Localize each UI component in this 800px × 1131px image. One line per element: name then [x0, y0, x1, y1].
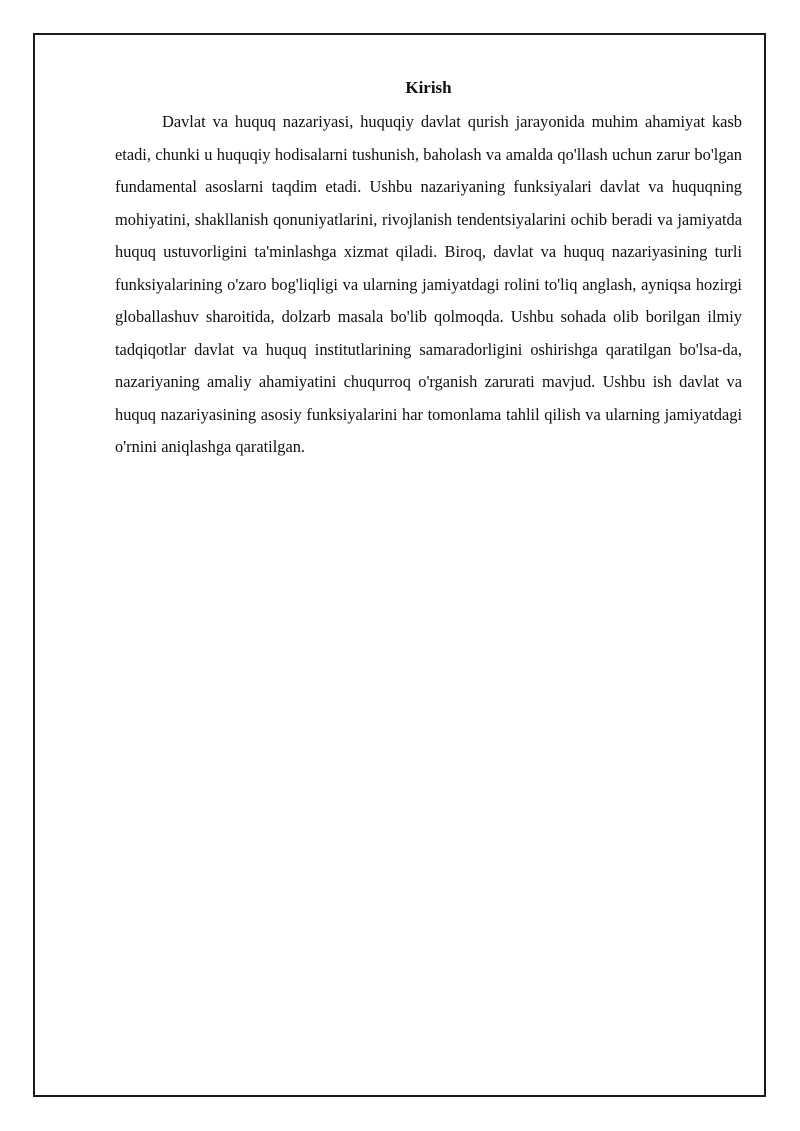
section-title: Kirish [405, 78, 452, 97]
intro-paragraph: Davlat va huquq nazariyasi, huquqiy davlat qurish jarayonida muhim ahamiyat kasb etadi, chunki u huquqiy hodisalarni tushunish, baholash va amalda qo'llash uchun zarur bo'lgan fundamental asoslarni taqdim etadi. Ushbu nazariyaning funksiyalari davlat va huquqning mohiyatini, shakllanish qonuniyatlarini, rivojlanish tendentsiyalarini ochib beradi va jamiyatda huquq ustuvorligini ta'minlashga xizmat qiladi. Biroq, davlat va huquq nazariyasining turli funksiyalarining o'zaro bog'liqligi va ularning jamiyatdagi rolini to'liq anglash, ayniqsa hozirgi globallashuv sharoitida, dolzarb masala bo'lib qolmoqda. Ushbu sohada olib borilgan ilmiy tadqiqotlar davlat va huquq institutlarining samaradorligini oshirishga qaratilgan bo'lsa-da, nazariyaning amaliy ahamiyatini chuqurroq o'rganish zarurati mavjud. Ushbu ish davlat va huquq nazariyasining asosiy funksiyalarini har tomonlama tahlil qilish va ularning jamiyatdagi o'rnini aniqlashga qaratilgan. [115, 112, 742, 456]
document-body [115, 78, 742, 464]
